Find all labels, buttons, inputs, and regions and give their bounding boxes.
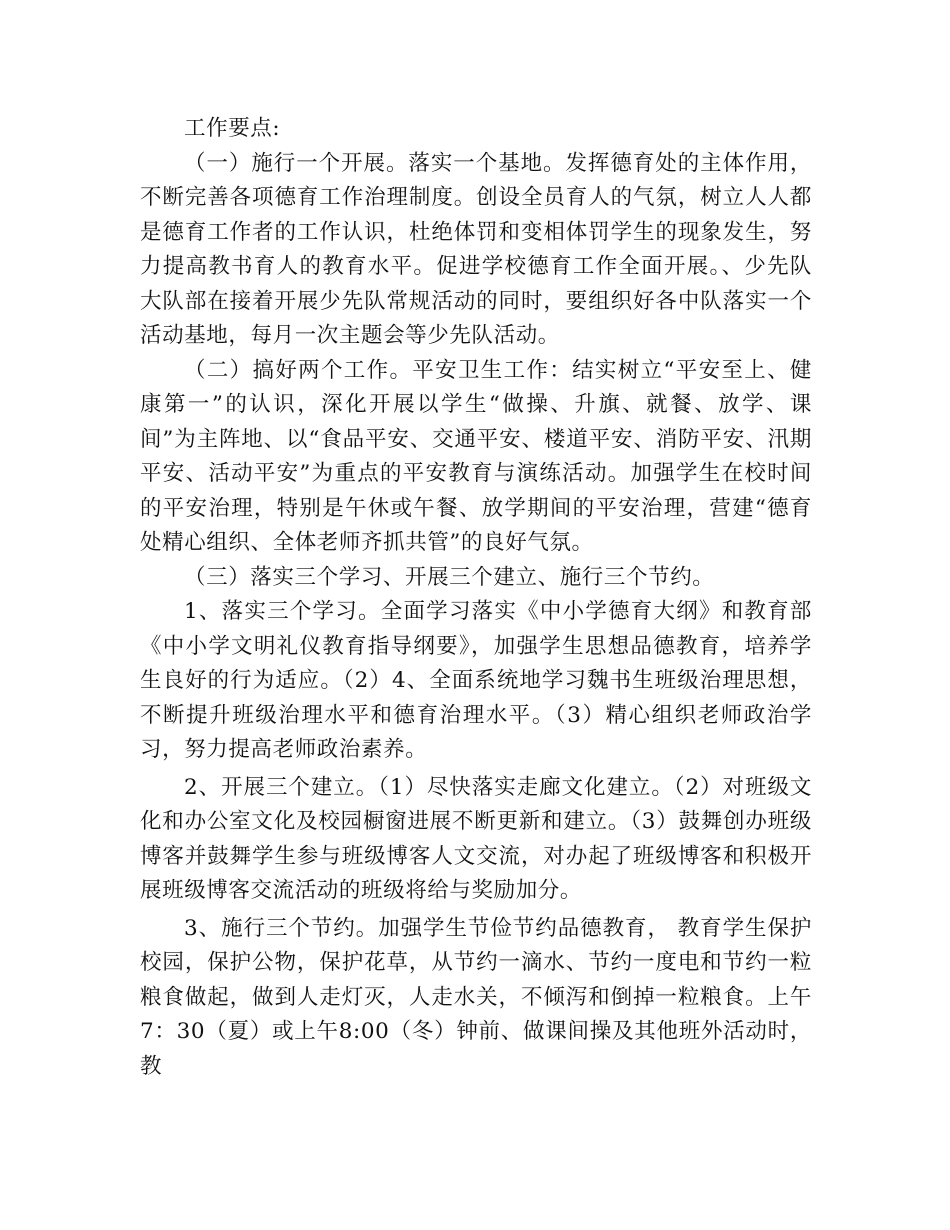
document-body bbox=[140, 112, 812, 1084]
paragraph-5: 2、开展三个建立。（1）尽快落实走廊文化建立。（2）对班级文化和办公室文化及校园橱窗进展不断更新和建立。（3）鼓舞创办班级博客并鼓舞学生参与班级博客人文交流，对办起了班级博客和积极开展班级博客交流活动的班级将给与奖励加分。 bbox=[140, 774, 812, 903]
paragraph-1: （一）施行一个开展。落实一个基地。发挥德育处的主体作用，不断完善各项德育工作治理制度。创设全员育人的气氛，树立人人都是德育工作者的工作认识，杜绝体罚和变相体罚学生的现象发生，努力提高教书育人的教育水平。促进学校德育工作全面开展。、少先队大队部在接着开展少先队常规活动的同时，要组织好各中队落实一个活动基地，每月一次主题会等少先队活动。 bbox=[140, 150, 812, 348]
paragraph-4: 1、落实三个学习。全面学习落实《中小学德育大纲》和教育部《中小学文明礼仪教育指导纲要》，加强学生思想品德教育，培养学生良好的行为适应。（2）4、全面系统地学习魏书生班级治理思想，不断提升班级治理水平和德育治理水平。（3）精心组织老师政治学习，努力提高老师政治素养。 bbox=[140, 599, 812, 762]
paragraph-3: （三）落实三个学习、开展三个建立、施行三个节约。 bbox=[184, 564, 715, 590]
paragraph-2: （二）搞好两个工作。平安卫生工作：结实树立“平安至上、健康第一”的认识，深化开展以学生“做操、升旗、就餐、放学、课间”为主阵地、以“食品平安、交通平安、楼道平安、消防平安、汛期平安、活动平安”为重点的平安教育与演练活动。加强学生在校时间的平安治理，特别是午休或午餐、放学期间的平安治理，营建“德育处精心组织、全体老师齐抓共管”的良好气氛。 bbox=[140, 357, 812, 555]
paragraph-6: 3、施行三个节约。加强学生节俭节约品德教育， 教育学生保护校园，保护公物，保护花草，从节约一滴水、节约一度电和节约一粒粮食做起，做到人走灯灭，人走水关，不倾泻和倒掉一粒粮食。上午7：30（夏）或上午8:00（冬）钟前、做课间操及其他班外活动时，教 bbox=[140, 915, 812, 1079]
section-heading: 工作要点: bbox=[184, 116, 281, 141]
